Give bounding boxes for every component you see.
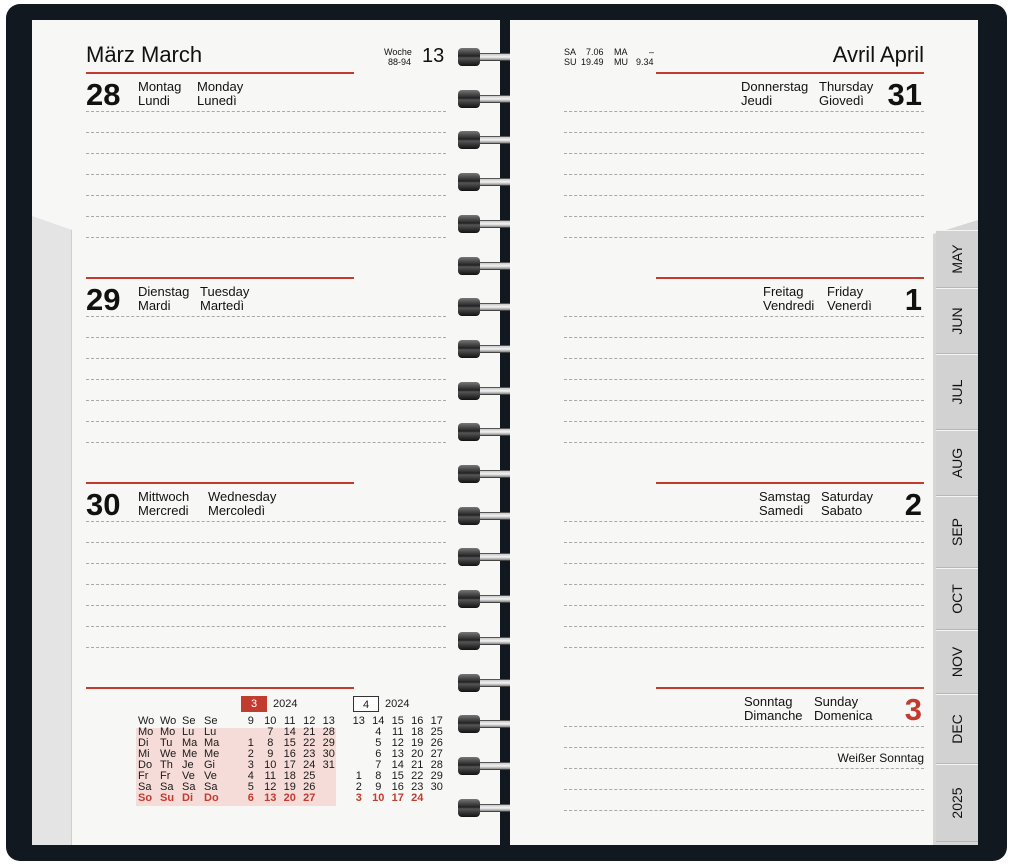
date-cell: 5 — [247, 781, 254, 793]
date-cell: 16 — [283, 748, 296, 760]
day-name-en-it — [197, 80, 243, 108]
day-divider — [86, 72, 354, 74]
date-cell: 1 — [247, 737, 254, 749]
date-cell: 12 — [303, 715, 316, 727]
sunset-time: 19.49 — [581, 57, 604, 67]
date-cell: 11 — [264, 770, 276, 782]
tab-label: OCT — [949, 584, 965, 614]
day-name-de-fr — [744, 695, 803, 723]
day-name-de-fr — [763, 285, 814, 313]
weekday-abbr: Me — [204, 748, 220, 760]
tab-label: JUL — [949, 379, 965, 405]
date-cell: 15 — [391, 770, 404, 782]
ruled-line — [564, 747, 924, 748]
day-number: 29 — [86, 282, 121, 317]
weekday-abbr: Di — [138, 737, 149, 749]
date-cell: 3 — [247, 759, 254, 771]
date-cell: 10 — [264, 715, 277, 727]
ruled-line — [86, 358, 446, 359]
mini-cal-march — [241, 716, 339, 804]
day-name-it: Mercoledì — [208, 503, 266, 518]
week-row — [241, 793, 339, 804]
weekday-abbr: Sa — [204, 781, 218, 793]
date-cell: 20 — [411, 748, 424, 760]
day-number: 30 — [86, 487, 121, 522]
date-cell: 9 — [375, 781, 382, 793]
ruled-line — [86, 421, 446, 422]
date-cell: 8 — [375, 770, 382, 782]
date-cell — [319, 793, 339, 804]
week-range: 88-94 — [388, 57, 412, 67]
day-divider — [656, 482, 924, 484]
date-cell: 23 — [303, 748, 316, 760]
ruled-line — [86, 316, 446, 317]
date-cell: 17 — [391, 792, 404, 804]
weekday-abbr: Wo — [160, 715, 177, 727]
date-cell: 3 — [355, 792, 362, 804]
day-name-fr: Vendredi — [763, 298, 815, 313]
tab-label: 2025 — [949, 787, 965, 819]
tab-dec[interactable] — [936, 694, 978, 764]
week-row — [349, 793, 447, 804]
date-cell: 8 — [267, 737, 274, 749]
tab-label: MAY — [949, 244, 965, 274]
ruled-line — [564, 768, 924, 769]
day-divider — [656, 72, 924, 74]
sunrise-time: 7.06 — [586, 47, 604, 57]
day-name-fr: Mercredi — [138, 503, 189, 518]
ruled-line — [564, 605, 924, 606]
weekday-abbr: Se — [204, 715, 218, 727]
weekday-abbr: Ma — [182, 737, 198, 749]
right-month-title: Avril April — [832, 42, 924, 67]
weekday-abbr: Fr — [160, 770, 171, 782]
day-name-de-fr — [138, 80, 181, 108]
weekday-abbr: Je — [182, 759, 194, 771]
day-name-de: Mittwoch — [138, 489, 190, 504]
day-name-de: Dienstag — [138, 284, 190, 299]
weekday-abbr: We — [160, 748, 177, 760]
day-divider — [86, 482, 354, 484]
day-number: 1 — [904, 282, 922, 317]
date-cell: 6 — [247, 792, 254, 804]
moonset-time: 9.34 — [636, 57, 654, 67]
ruled-line — [564, 726, 924, 727]
tab-2025[interactable] — [936, 764, 978, 842]
mini-cal-month-4-header — [353, 696, 409, 712]
ruled-line — [86, 237, 446, 238]
date-cell: 21 — [411, 759, 424, 771]
day-name-en-it — [814, 695, 873, 723]
day-name-de-fr — [759, 490, 810, 518]
ruled-line — [564, 153, 924, 154]
day-name-fr: Jeudi — [741, 93, 773, 108]
day-divider — [656, 277, 924, 279]
day-number-sunday: 3 — [904, 692, 922, 727]
tab-label: JUN — [949, 307, 965, 335]
day-name-de: Montag — [138, 79, 182, 94]
ruled-line — [86, 132, 446, 133]
weekday-abbr: Ma — [204, 737, 220, 749]
date-cell: 2 — [355, 781, 362, 793]
date-cell — [319, 782, 339, 793]
date-cell: 14 — [283, 726, 296, 738]
day-number: 28 — [86, 77, 121, 112]
date-cell: 26 — [430, 737, 443, 749]
date-cell: 30 — [322, 748, 335, 760]
date-cell: 5 — [375, 737, 382, 749]
date-cell: 13 — [264, 792, 277, 804]
ruled-line — [564, 174, 924, 175]
day-name-en: Tuesday — [200, 284, 250, 299]
ruled-line — [564, 563, 924, 564]
date-cell: 14 — [372, 715, 385, 727]
date-cell: 10 — [372, 792, 385, 804]
date-cell: 17 — [430, 715, 443, 727]
day-name-en: Thursday — [819, 79, 874, 94]
date-cell: 17 — [283, 759, 296, 771]
weekday-abbr: Mo — [160, 726, 176, 738]
tab-jul[interactable] — [936, 354, 978, 430]
date-cell: 1 — [355, 770, 362, 782]
date-cell: 11 — [284, 715, 296, 727]
day-number: 31 — [887, 77, 922, 112]
date-cell: 7 — [375, 759, 382, 771]
weekday-abbr: Fr — [138, 770, 149, 782]
date-cell: 26 — [303, 781, 316, 793]
day-divider — [656, 687, 924, 689]
ruled-line — [86, 174, 446, 175]
ruled-line — [86, 337, 446, 338]
date-cell: 16 — [391, 781, 404, 793]
ruled-line — [564, 521, 924, 522]
day-name-it: Sabato — [821, 503, 863, 518]
ruled-line — [564, 316, 924, 317]
ruled-line — [564, 379, 924, 380]
date-cell — [349, 738, 369, 749]
date-cell: 20 — [283, 792, 296, 804]
ruled-line — [86, 605, 446, 606]
ruled-line — [86, 563, 446, 564]
day-name-de-fr — [138, 490, 189, 518]
tab-oct[interactable] — [936, 568, 978, 630]
left-page-flap — [32, 216, 72, 845]
ruled-line — [564, 400, 924, 401]
tab-nov[interactable] — [936, 630, 978, 694]
weekday-abbr: Do — [204, 792, 219, 804]
date-cell: 13 — [352, 715, 365, 727]
moonrise-time: – — [649, 47, 655, 57]
day-name-en-it — [208, 490, 276, 518]
mini-cal-year: 2024 — [385, 697, 410, 710]
tab-aug[interactable] — [936, 430, 978, 496]
date-cell: 25 — [430, 726, 443, 738]
mini-cal-year: 2024 — [273, 697, 298, 710]
day-name-de: Samstag — [759, 489, 811, 504]
date-cell: 22 — [411, 770, 424, 782]
date-cell: 4 — [247, 770, 254, 782]
sunrise-label: SA — [564, 47, 577, 57]
ruled-line — [564, 132, 924, 133]
date-cell: 13 — [322, 715, 335, 727]
tab-jun[interactable] — [936, 288, 978, 354]
mini-cal-month-3-header — [241, 696, 297, 712]
date-cell: 22 — [303, 737, 316, 749]
weekday-abbr: Di — [182, 792, 193, 804]
date-cell: 12 — [391, 737, 404, 749]
day-name-en: Monday — [197, 79, 244, 94]
left-month-title: März March — [86, 42, 203, 67]
day-name-fr: Lundi — [138, 93, 170, 108]
day-name-en: Wednesday — [208, 489, 277, 504]
date-cell: 27 — [303, 792, 316, 804]
moonrise-label: MA — [614, 47, 628, 57]
date-cell: 15 — [391, 715, 404, 727]
weekday-abbr: Do — [138, 759, 153, 771]
day-name-de: Freitag — [763, 284, 804, 299]
ruled-line — [86, 111, 446, 112]
date-cell: 28 — [322, 726, 335, 738]
week-label: Woche — [384, 47, 412, 57]
ruled-line — [564, 358, 924, 359]
day-name-de: Donnerstag — [741, 79, 809, 94]
weekday-abbr: Su — [160, 792, 175, 804]
weekday-abbr: Sa — [160, 781, 174, 793]
weekday-abbr: Tu — [160, 737, 173, 749]
date-cell: 19 — [283, 781, 296, 793]
sunset-label: SU — [564, 57, 577, 67]
tab-label: NOV — [949, 646, 965, 678]
ruled-line — [564, 195, 924, 196]
day-name-de-fr — [138, 285, 189, 313]
weekday-abbr: Wo — [138, 715, 155, 727]
date-cell: 9 — [247, 715, 254, 727]
weekday-abbr: Sa — [182, 781, 196, 793]
date-cell: 10 — [264, 759, 277, 771]
mini-cal-weekday-column — [138, 716, 238, 804]
holiday-label: Weißer Sonntag — [837, 751, 924, 765]
date-cell: 29 — [322, 737, 335, 749]
ruled-line — [86, 153, 446, 154]
ruled-line — [86, 442, 446, 443]
day-number: 2 — [904, 487, 922, 522]
day-name-fr: Samedi — [759, 503, 804, 518]
ruled-line — [86, 626, 446, 627]
day-name-it: Lunedì — [197, 93, 237, 108]
date-cell — [349, 749, 369, 760]
day-name-en: Sunday — [814, 694, 859, 709]
day-name-it: Giovedì — [819, 93, 864, 108]
date-cell: 12 — [264, 781, 277, 793]
day-divider — [86, 277, 354, 279]
weekday-abbr: Lu — [204, 726, 217, 738]
tab-may[interactable] — [936, 230, 978, 288]
mini-cal-month-badge: 4 — [353, 696, 379, 712]
weekday-abbr: Mo — [138, 726, 154, 738]
day-name-en-it — [827, 285, 872, 313]
weekday-abbr: Me — [182, 748, 198, 760]
date-cell: 18 — [411, 726, 424, 738]
day-name-en-it — [819, 80, 873, 108]
ruled-line — [86, 584, 446, 585]
day-name-it: Venerdì — [827, 298, 872, 313]
calendar-divider — [86, 687, 354, 689]
ruled-line — [564, 542, 924, 543]
date-cell: 30 — [430, 781, 443, 793]
ruled-line — [86, 216, 446, 217]
weekday-abbr: Ve — [182, 770, 195, 782]
tab-label: SEP — [949, 517, 965, 547]
date-cell: 31 — [322, 759, 335, 771]
date-cell: 14 — [391, 759, 404, 771]
ruled-line — [86, 542, 446, 543]
date-cell: 4 — [375, 726, 382, 738]
date-cell: 19 — [411, 737, 424, 749]
day-name-de: Sonntag — [744, 694, 793, 709]
weekday-row — [138, 793, 226, 804]
date-cell — [349, 727, 369, 738]
date-cell — [319, 771, 339, 782]
date-cell: 24 — [303, 759, 316, 771]
day-name-en: Saturday — [821, 489, 874, 504]
day-name-en-it — [821, 490, 873, 518]
moonset-label: MU — [614, 57, 628, 67]
weekday-abbr: Th — [160, 759, 173, 771]
week-number: 13 — [422, 45, 445, 67]
weekday-abbr: Lu — [182, 726, 195, 738]
weekday-abbr: Se — [182, 715, 196, 727]
day-name-en-it — [200, 285, 249, 313]
weekday-abbr: Sa — [138, 781, 152, 793]
day-name-fr: Mardi — [138, 298, 171, 313]
date-cell: 27 — [430, 748, 443, 760]
date-cell: 21 — [303, 726, 316, 738]
ruled-line — [564, 789, 924, 790]
date-cell: 25 — [303, 770, 316, 782]
tab-sep[interactable] — [936, 496, 978, 568]
date-cell: 6 — [375, 748, 382, 760]
ruled-line — [564, 442, 924, 443]
date-cell: 28 — [430, 759, 443, 771]
day-name-fr: Dimanche — [744, 708, 803, 723]
ruled-line — [564, 421, 924, 422]
tab-label: AUG — [949, 447, 965, 479]
day-name-it: Domenica — [814, 708, 873, 723]
ruled-line — [564, 216, 924, 217]
date-cell: 18 — [283, 770, 296, 782]
ruled-line — [86, 195, 446, 196]
day-name-de-fr — [741, 80, 808, 108]
ruled-line — [564, 111, 924, 112]
day-name-it: Martedì — [200, 298, 245, 313]
date-cell: 13 — [391, 748, 404, 760]
ruled-line — [86, 647, 446, 648]
ruled-line — [86, 379, 446, 380]
ruled-line — [564, 584, 924, 585]
date-cell: 24 — [411, 792, 424, 804]
date-cell: 29 — [430, 770, 443, 782]
date-cell: 23 — [411, 781, 424, 793]
date-cell — [427, 793, 447, 804]
ruled-line — [86, 521, 446, 522]
ruled-line — [86, 400, 446, 401]
ruled-line — [564, 810, 924, 811]
weekday-abbr: Gi — [204, 759, 215, 771]
weekday-abbr: Ve — [204, 770, 217, 782]
ruled-line — [564, 337, 924, 338]
tab-label: DEC — [949, 714, 965, 744]
ruled-line — [564, 626, 924, 627]
mini-cal-april — [349, 716, 447, 804]
weekday-abbr: Mi — [138, 748, 150, 760]
ruled-line — [564, 647, 924, 648]
date-cell: 16 — [411, 715, 424, 727]
day-name-en: Friday — [827, 284, 864, 299]
date-cell: 7 — [267, 726, 274, 738]
date-cell: 9 — [267, 748, 274, 760]
date-cell: 2 — [247, 748, 254, 760]
date-cell: 11 — [392, 726, 404, 738]
ruled-line — [564, 237, 924, 238]
mini-cal-month-badge: 3 — [241, 696, 267, 712]
weekday-abbr: So — [138, 792, 153, 804]
date-cell: 15 — [283, 737, 296, 749]
